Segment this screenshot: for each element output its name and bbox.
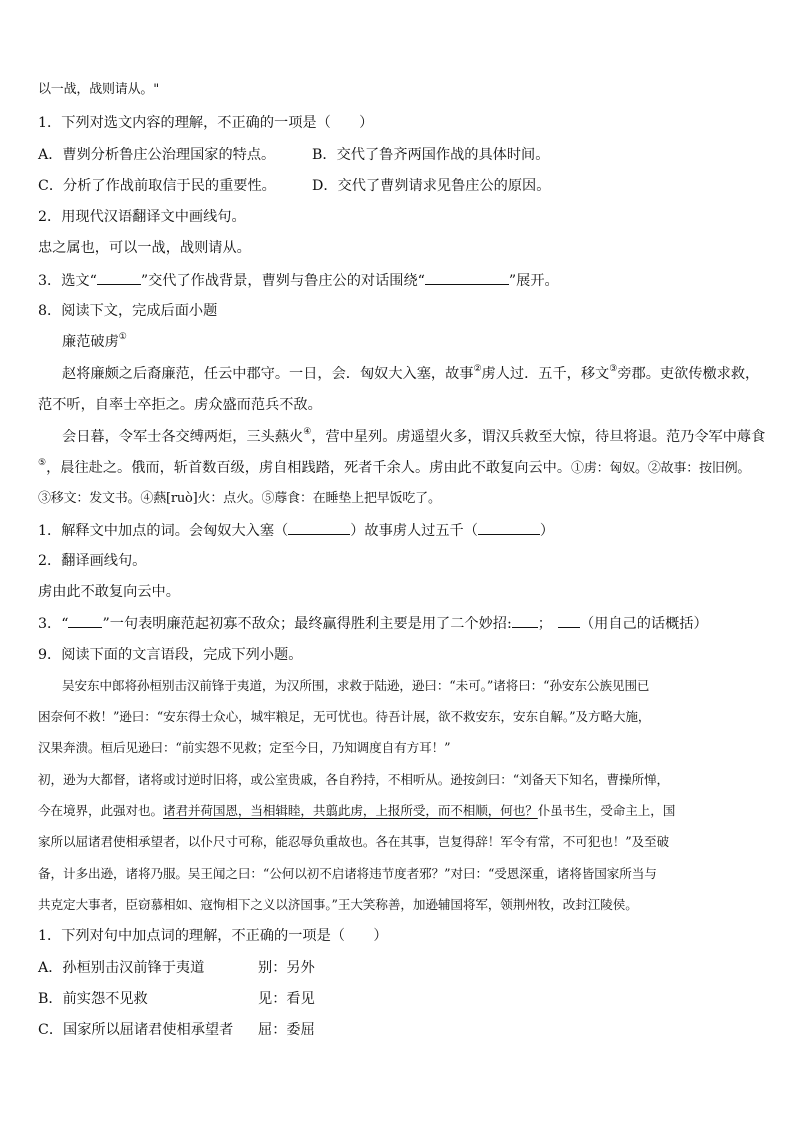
option-c[interactable]: C．国家所以屈诸君使相承望者 (38, 1022, 234, 1038)
question-stem: 1．下列对句中加点词的理解，不正确的一项是（ ） (38, 928, 388, 944)
answer-blank[interactable] (68, 613, 102, 628)
option-c-gloss: 屈：委屈 (258, 1022, 315, 1038)
text-fragment: 仆虽书生，受命主上，国 (537, 803, 676, 818)
answer-blank[interactable] (478, 520, 540, 535)
question-stem: 2．翻译画线句。 (38, 553, 147, 569)
option-b[interactable]: B．前实怨不见救 (38, 991, 148, 1007)
text-line: 以一战，战则请从。" (38, 82, 159, 97)
option-a[interactable]: A．孙桓别击汉前锋于夷道 (38, 960, 205, 976)
passage-title (62, 332, 127, 352)
text-fragment: ”交代了作战背景，曹刿与鲁庄公的对话围绕“ (140, 273, 425, 289)
answer-blank[interactable] (288, 520, 350, 535)
footnote-marker: ① (118, 332, 127, 342)
text-fragment: 廉范破虏 (62, 334, 119, 350)
underlined-sentence: 诸君并荷国恩，当相辑睦，共翦此虏，上报所受，而不相顺，何也？ (162, 803, 538, 818)
passage-line: 共克定大事者，臣窃慕相如、寇恂相下之义以济国事。”王大笑称善，加逊辅国将军，领荆州牧，改封江陵侯。 (38, 897, 638, 912)
footnote-marker: ⑤ (38, 458, 47, 468)
passage-line: 吴安东中郎将孙桓别击汉前锋于夷道，为汉所围，求救于陆逊，逊曰：“未可。”诸将曰：“孙安东公族见围已 (62, 678, 650, 693)
text-fragment: ，营中星列。虏遥望火多，谓汉兵救至大惊，待旦将退。范乃令军中蓐食 (311, 429, 766, 445)
question-stem (38, 613, 708, 634)
text-fragment: 今在境界，此强对也。 (38, 803, 163, 818)
option-b-gloss: 见：看见 (258, 991, 315, 1007)
option-c[interactable]: C．分析了作战前取信于民的重要性。 (38, 178, 276, 194)
section-heading: 8．阅读下文，完成后面小题 (38, 303, 218, 319)
text-fragment: ”一句表明廉范起初寡不敌众；最终赢得胜利主要是用了二个妙招: (102, 616, 512, 632)
text-fragment: 赵将廉颇之后裔廉范，任云中郡守。一日，会．匈奴大入塞，故事 (62, 366, 474, 382)
footnote-marker: ② (473, 364, 482, 374)
question-stem: 1．下列对选文内容的理解，不正确的一项是（ ） (38, 115, 374, 131)
text-line: 忠之属也，可以一战，战则请从。 (38, 240, 251, 256)
option-a-gloss: 别：另外 (258, 960, 315, 976)
text-fragment: （用自己的话概括） (579, 616, 708, 632)
passage-line (62, 364, 759, 384)
question-stem (38, 270, 559, 291)
passage-line: 困奈何不救！”逊曰：“安东得士众心，城牢粮足，无可忧也。待吾计展，欲不救安东，安东自解。”及方略大施， (38, 709, 651, 724)
text-line: 虏由此不敢复向云中。 (38, 584, 180, 600)
footnote-marker: ④ (303, 427, 312, 437)
text-fragment: ，晨往赴之。俄而，斩首数百级，虏自相践踏，死者千余人。虏由此不敢复向云中。 (46, 460, 572, 476)
text-fragment: 1．解释文中加点的词。会匈奴大入塞（ (38, 523, 289, 539)
answer-blank[interactable] (558, 613, 580, 628)
text-fragment: 虏人过．五千，移文 (481, 366, 610, 382)
text-fragment: 旁郡。吏欲传檄求救， (617, 366, 760, 382)
text-fragment: ； (537, 616, 552, 632)
footnote-text: ③移文：发文书。④爇[ruò]火：点火。⑤蓐食：在睡垫上把早饭吃了。 (38, 491, 441, 506)
answer-blank[interactable] (97, 270, 141, 285)
option-d[interactable]: D．交代了曹刿请求见鲁庄公的原因。 (312, 178, 551, 194)
passage-line: 范不听，自率士卒拒之。虏众盛而范兵不敌。 (38, 397, 322, 413)
text-fragment: ） (539, 523, 555, 539)
option-b[interactable]: B．交代了鲁齐两国作战的具体时间。 (312, 147, 550, 163)
question-stem: 2．用现代汉语翻译文中画线句。 (38, 209, 246, 225)
passage-line (62, 427, 765, 447)
question-stem (38, 520, 554, 541)
text-fragment: ）故事虏人过五千（ (350, 523, 478, 539)
section-heading: 9．阅读下面的文言语段，完成下列小题。 (38, 647, 303, 663)
footnote-marker: ③ (609, 364, 618, 374)
answer-blank[interactable] (512, 613, 538, 628)
passage-line: 汉果奔溃。桓后见逊曰：“前实怨不见救；定至今日，乃知调度自有方耳！” (38, 740, 451, 755)
text-fragment: 会日暮，令军士各交缚两炬，三头爇火 (62, 429, 304, 445)
text-fragment: 3．“ (38, 616, 69, 632)
passage-line (38, 801, 675, 821)
answer-blank[interactable] (425, 270, 509, 285)
text-fragment: ”展开。 (508, 273, 559, 289)
option-a[interactable]: A．曹刿分析鲁庄公治理国家的特点。 (38, 147, 276, 163)
passage-line: 家所以屈诸君使相承望者，以仆尺寸可称，能忍辱负重故也。各在其事，岂复得辞！军令有常，不可犯也！”及至破 (38, 834, 670, 849)
passage-line (38, 458, 750, 479)
passage-line: 初，逊为大都督，诸将或讨逆时旧将，或公室贵戚，各自矜持，不相听从。逊按剑曰：“刘备天下知名，曹操所惮， (38, 772, 670, 787)
footnote-text: ①虏：匈奴。②故事：按旧例。 (571, 461, 751, 476)
passage-line: 备，计多出逊，诸将乃服。吴王闻之曰：“公何以初不启诸将违节度者邪？”对曰：“受恩深重，诸将皆国家所当与 (38, 866, 657, 881)
text-fragment: 3．选文“ (38, 273, 97, 289)
